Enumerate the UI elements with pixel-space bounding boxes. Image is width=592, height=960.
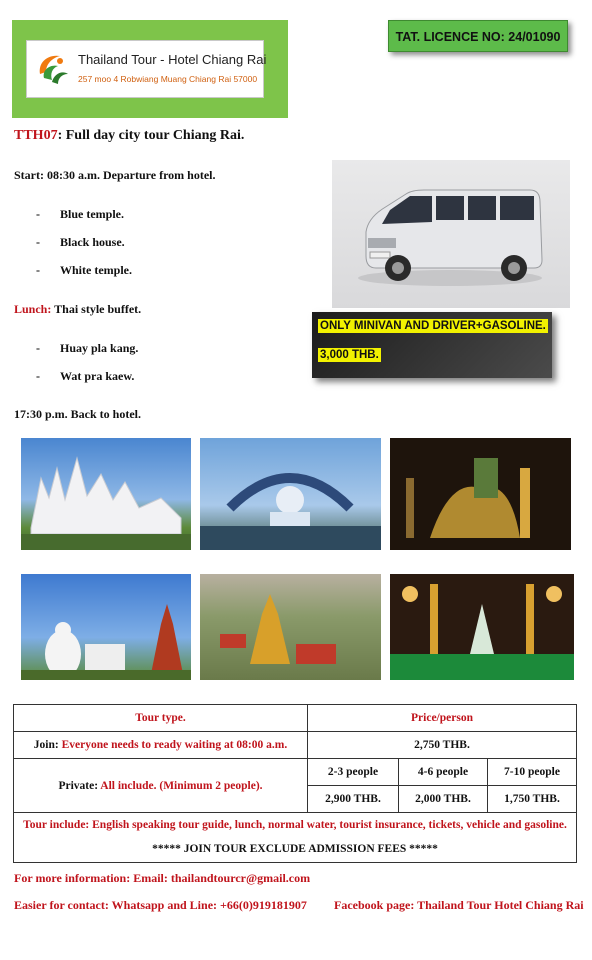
group-price: 2,000 THB. (399, 786, 488, 813)
stop-item: Blue temple. (60, 207, 124, 221)
stop-item: Wat pra kaew. (60, 369, 135, 383)
join-text: Everyone needs to ready waiting at 08:00 a.m. (58, 739, 288, 751)
bullet-dash-icon: - (36, 263, 40, 277)
tour-title-text: : Full day city tour Chiang Rai. (57, 128, 245, 143)
back-time: 17:30 p.m. Back to hotel. (14, 407, 141, 421)
offer-line-1: ONLY MINIVAN AND DRIVER+GASOLINE. (320, 320, 546, 332)
lunch-label: Lunch: (14, 302, 52, 316)
tour-code: TTH07 (14, 128, 58, 143)
bullet-dash-icon: - (36, 207, 40, 221)
lunch-line (14, 302, 141, 317)
private-text: All include. (Minimum 2 people). (98, 779, 263, 792)
join-label: Join: (33, 739, 59, 751)
stop-item: Black house. (60, 235, 125, 249)
price-header: Price/person (308, 705, 577, 732)
lunch-text: Thai style buffet. (51, 302, 142, 316)
group-size: 4-6 people (399, 759, 488, 786)
group-price: 2,900 THB. (308, 786, 399, 813)
aerial-temple-photo (200, 574, 381, 680)
bullet-dash-icon: - (36, 369, 40, 383)
guanyin-temple-photo (21, 574, 191, 680)
join-cell (14, 732, 308, 759)
group-size: 7-10 people (488, 759, 577, 786)
bullet-dash-icon: - (36, 235, 40, 249)
group-size: 2-3 people (308, 759, 399, 786)
logo-address: 257 moo 4 Robwiang Muang Chiang Rai 57000 (78, 74, 258, 84)
minivan-photo (332, 160, 570, 308)
tour-type-header: Tour type. (14, 705, 308, 732)
footer-contact: Easier for contact: Whatsapp and Line: +66(0)919181907 (14, 898, 307, 912)
white-temple-photo (21, 438, 191, 550)
private-label: Private: (58, 779, 99, 792)
price-table (13, 704, 577, 863)
wat-pra-kaew-photo (390, 574, 574, 680)
exclude-text: ***** JOIN TOUR EXCLUDE ADMISSION FEES ***** (152, 843, 438, 855)
start-time: Start: 08:30 a.m. Departure from hotel. (14, 168, 216, 182)
private-cell (14, 759, 308, 813)
tour-title (14, 128, 244, 144)
include-text: Tour include: English speaking tour guide, lunch, normal water, tourist insurance, tickets, vehicle and gasoline. (23, 819, 567, 831)
logo-title: Thailand Tour - Hotel Chiang Rai (78, 52, 267, 67)
licence-badge: TAT. LICENCE NO: 24/01090 (388, 20, 568, 52)
join-price: 2,750 THB. (308, 732, 577, 759)
stop-item: White temple. (60, 263, 132, 277)
offer-price: 3,000 THB. (320, 349, 379, 361)
logo-emblem-icon (34, 48, 74, 90)
minivan-icon (332, 160, 570, 308)
black-house-photo (390, 438, 571, 550)
blue-temple-photo (200, 438, 381, 550)
stop-item: Huay pla kang. (60, 341, 139, 355)
footer-facebook: Facebook page: Thailand Tour Hotel Chiang Rai (334, 898, 584, 912)
include-cell (14, 813, 577, 863)
group-price: 1,750 THB. (488, 786, 577, 813)
bullet-dash-icon: - (36, 341, 40, 355)
footer-info: For more information: Email: thailandtourcr@gmail.com (14, 871, 311, 885)
